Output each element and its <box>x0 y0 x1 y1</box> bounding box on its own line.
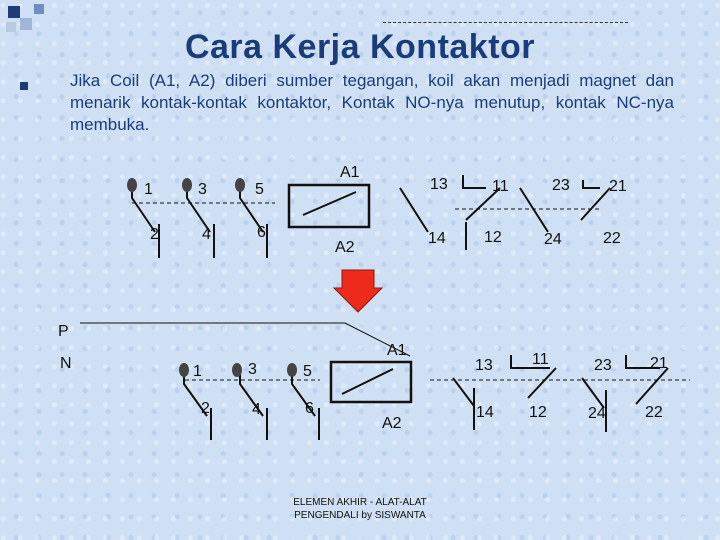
bottom-terminal-3: 3 <box>248 361 257 378</box>
bottom-aux-13: 13 <box>475 357 493 374</box>
top-coil-a2: A2 <box>335 239 355 256</box>
top-coil-a1: A1 <box>340 164 360 181</box>
bottom-terminal-1: 1 <box>193 363 202 380</box>
top-aux-contact-23-24 <box>520 188 548 232</box>
top-aux-12: 12 <box>484 229 502 246</box>
top-aux-23: 23 <box>552 177 570 194</box>
bottom-terminal-6: 6 <box>305 400 314 417</box>
bottom-coil <box>331 362 411 402</box>
bottom-aux-14: 14 <box>476 404 494 421</box>
top-terminal-5: 5 <box>255 181 264 198</box>
line-p-label: P <box>58 323 69 340</box>
bottom-aux-12: 12 <box>529 404 547 421</box>
top-terminal-2: 2 <box>150 226 159 243</box>
bottom-terminal-5: 5 <box>303 363 312 380</box>
top-aux-14: 14 <box>428 230 446 247</box>
bottom-terminal-2: 2 <box>201 400 210 417</box>
top-aux-22: 22 <box>603 230 621 247</box>
bottom-coil-a2: A2 <box>382 415 402 432</box>
top-aux-24: 24 <box>544 231 562 248</box>
bottom-aux-22: 22 <box>645 404 663 421</box>
top-aux-11: 11 <box>492 178 509 195</box>
page-title: Cara Kerja Kontaktor <box>184 28 536 66</box>
top-terminal-6: 6 <box>257 224 266 241</box>
bottom-aux-23: 23 <box>594 357 612 374</box>
top-aux-21: 21 <box>609 178 627 195</box>
down-arrow-icon <box>334 270 382 312</box>
bottom-terminal-4: 4 <box>252 401 261 418</box>
footer-line-1: ELEMEN AKHIR - ALAT-ALAT <box>293 497 427 508</box>
top-aux-13: 13 <box>430 176 448 193</box>
top-terminal-3: 3 <box>198 181 207 198</box>
top-terminal-4: 4 <box>202 226 211 243</box>
bottom-aux-21: 21 <box>650 355 668 372</box>
line-n-label: N <box>60 355 72 372</box>
top-terminal-1: 1 <box>144 181 153 198</box>
top-coil <box>289 185 369 227</box>
footer-line-2: PENGENDALI by SISWANTA <box>294 510 426 521</box>
bottom-aux-24: 24 <box>588 405 606 422</box>
bottom-coil-a1: A1 <box>387 342 407 359</box>
bottom-aux-contact-13-14 <box>453 378 474 430</box>
bottom-aux-11: 11 <box>532 351 549 368</box>
description-text: Jika Coil (A1, A2) diberi sumber tegangan, koil akan menjadi magnet dan menarik kontak-kontak kontaktor, Kontak NO-nya menutup, kontak NC-nya membuka. <box>70 71 674 134</box>
footer-credit <box>250 496 470 522</box>
top-aux-contact-21-22 <box>581 180 610 220</box>
